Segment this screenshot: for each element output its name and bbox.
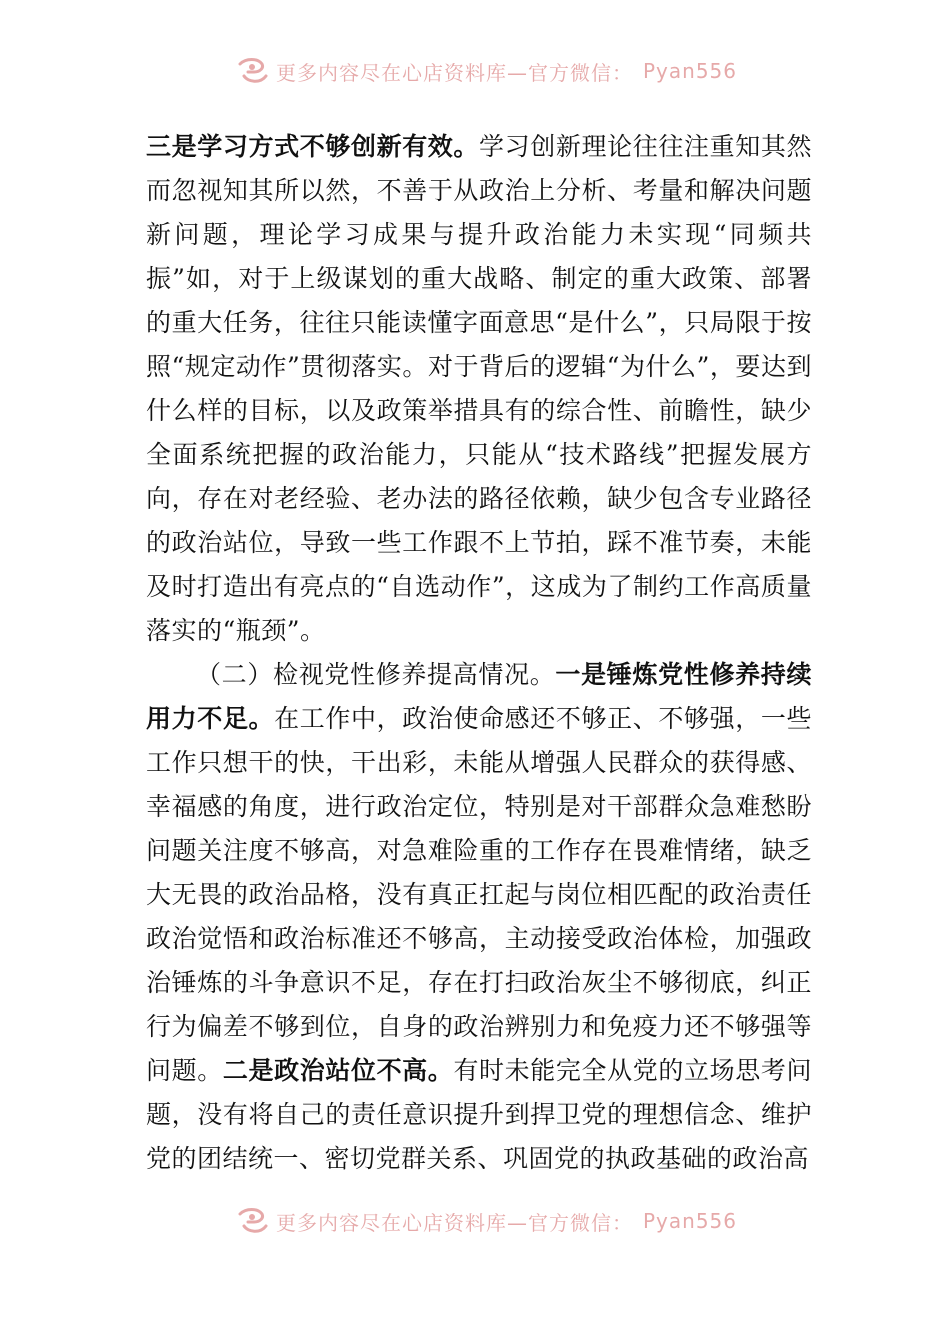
document-body <box>146 125 812 1181</box>
watermark-header <box>236 56 737 86</box>
watermark-logo-icon <box>236 56 270 86</box>
section-heading: （二）检视党性修养提高情况。 <box>196 660 556 689</box>
paragraph-2-body-2: 有时未能完全从党的立场思考问题，没有将自己的责任意识提升到捍卫党的理想信念、维护党的团结统一、密切党群关系、巩固党的执政基础的政治高 <box>146 1056 812 1173</box>
watermark-code: Pyan556 <box>643 59 738 83</box>
watermark-footer <box>236 1206 737 1236</box>
watermark-code: Pyan556 <box>643 1209 738 1233</box>
paragraph-2-body: 在工作中，政治使命感还不够正、不够强，一些工作只想干的快，干出彩，未能从增强人民群众的获得感、幸福感的角度，进行政治定位，特别是对干部群众急难愁盼问题关注度不够高，对急难险重的工作存在畏难情绪，缺乏大无畏的政治品格，没有真正扛起与岗位相匹配的政治责任政治觉悟和政治标准还不够高，主动接受政治体检，加强政治锤炼的斗争意识不足，存在打扫政治灰尘不够彻底，纠正行为偏差不够到位，自身的政治辨别力和免疫力还不够强等问题。 <box>146 704 812 1085</box>
paragraph-2 <box>146 653 812 1181</box>
paragraph-1-lead: 三是学习方式不够创新有效。 <box>146 132 480 161</box>
watermark-text: 更多内容尽在心店资料库—官方微信： <box>276 1210 633 1235</box>
paragraph-2-lead: 一是锤炼党性修养持续用力不足。 <box>146 660 812 733</box>
paragraph-2-lead-2: 二是政治站位不高。 <box>222 1056 454 1085</box>
watermark-logo-icon <box>236 1206 270 1236</box>
paragraph-1 <box>146 125 812 653</box>
paragraph-1-body: 学习创新理论往往注重知其然而忽视知其所以然，不善于从政治上分析、考量和解决问题新问题，理论学习成果与提升政治能力未实现“同频共振”如，对于上级谋划的重大战略、制定的重大政策、部署的重大任务，往往只能读懂字面意思“是什么”，只局限于按照“规定动作”贯彻落实。对于背后的逻辑“为什么”，要达到什么样的目标，以及政策举措具有的综合性、前瞻性，缺少全面系统把握的政治能力，只能从“技术路线”把握发展方向，存在对老经验、老办法的路径依赖，缺少包含专业路径的政治站位，导致一些工作跟不上节拍，踩不准节奏，未能及时打造出有亮点的“自选动作”，这成为了制约工作高质量落实的“瓶颈”。 <box>146 132 812 645</box>
watermark-text: 更多内容尽在心店资料库—官方微信： <box>276 60 633 85</box>
